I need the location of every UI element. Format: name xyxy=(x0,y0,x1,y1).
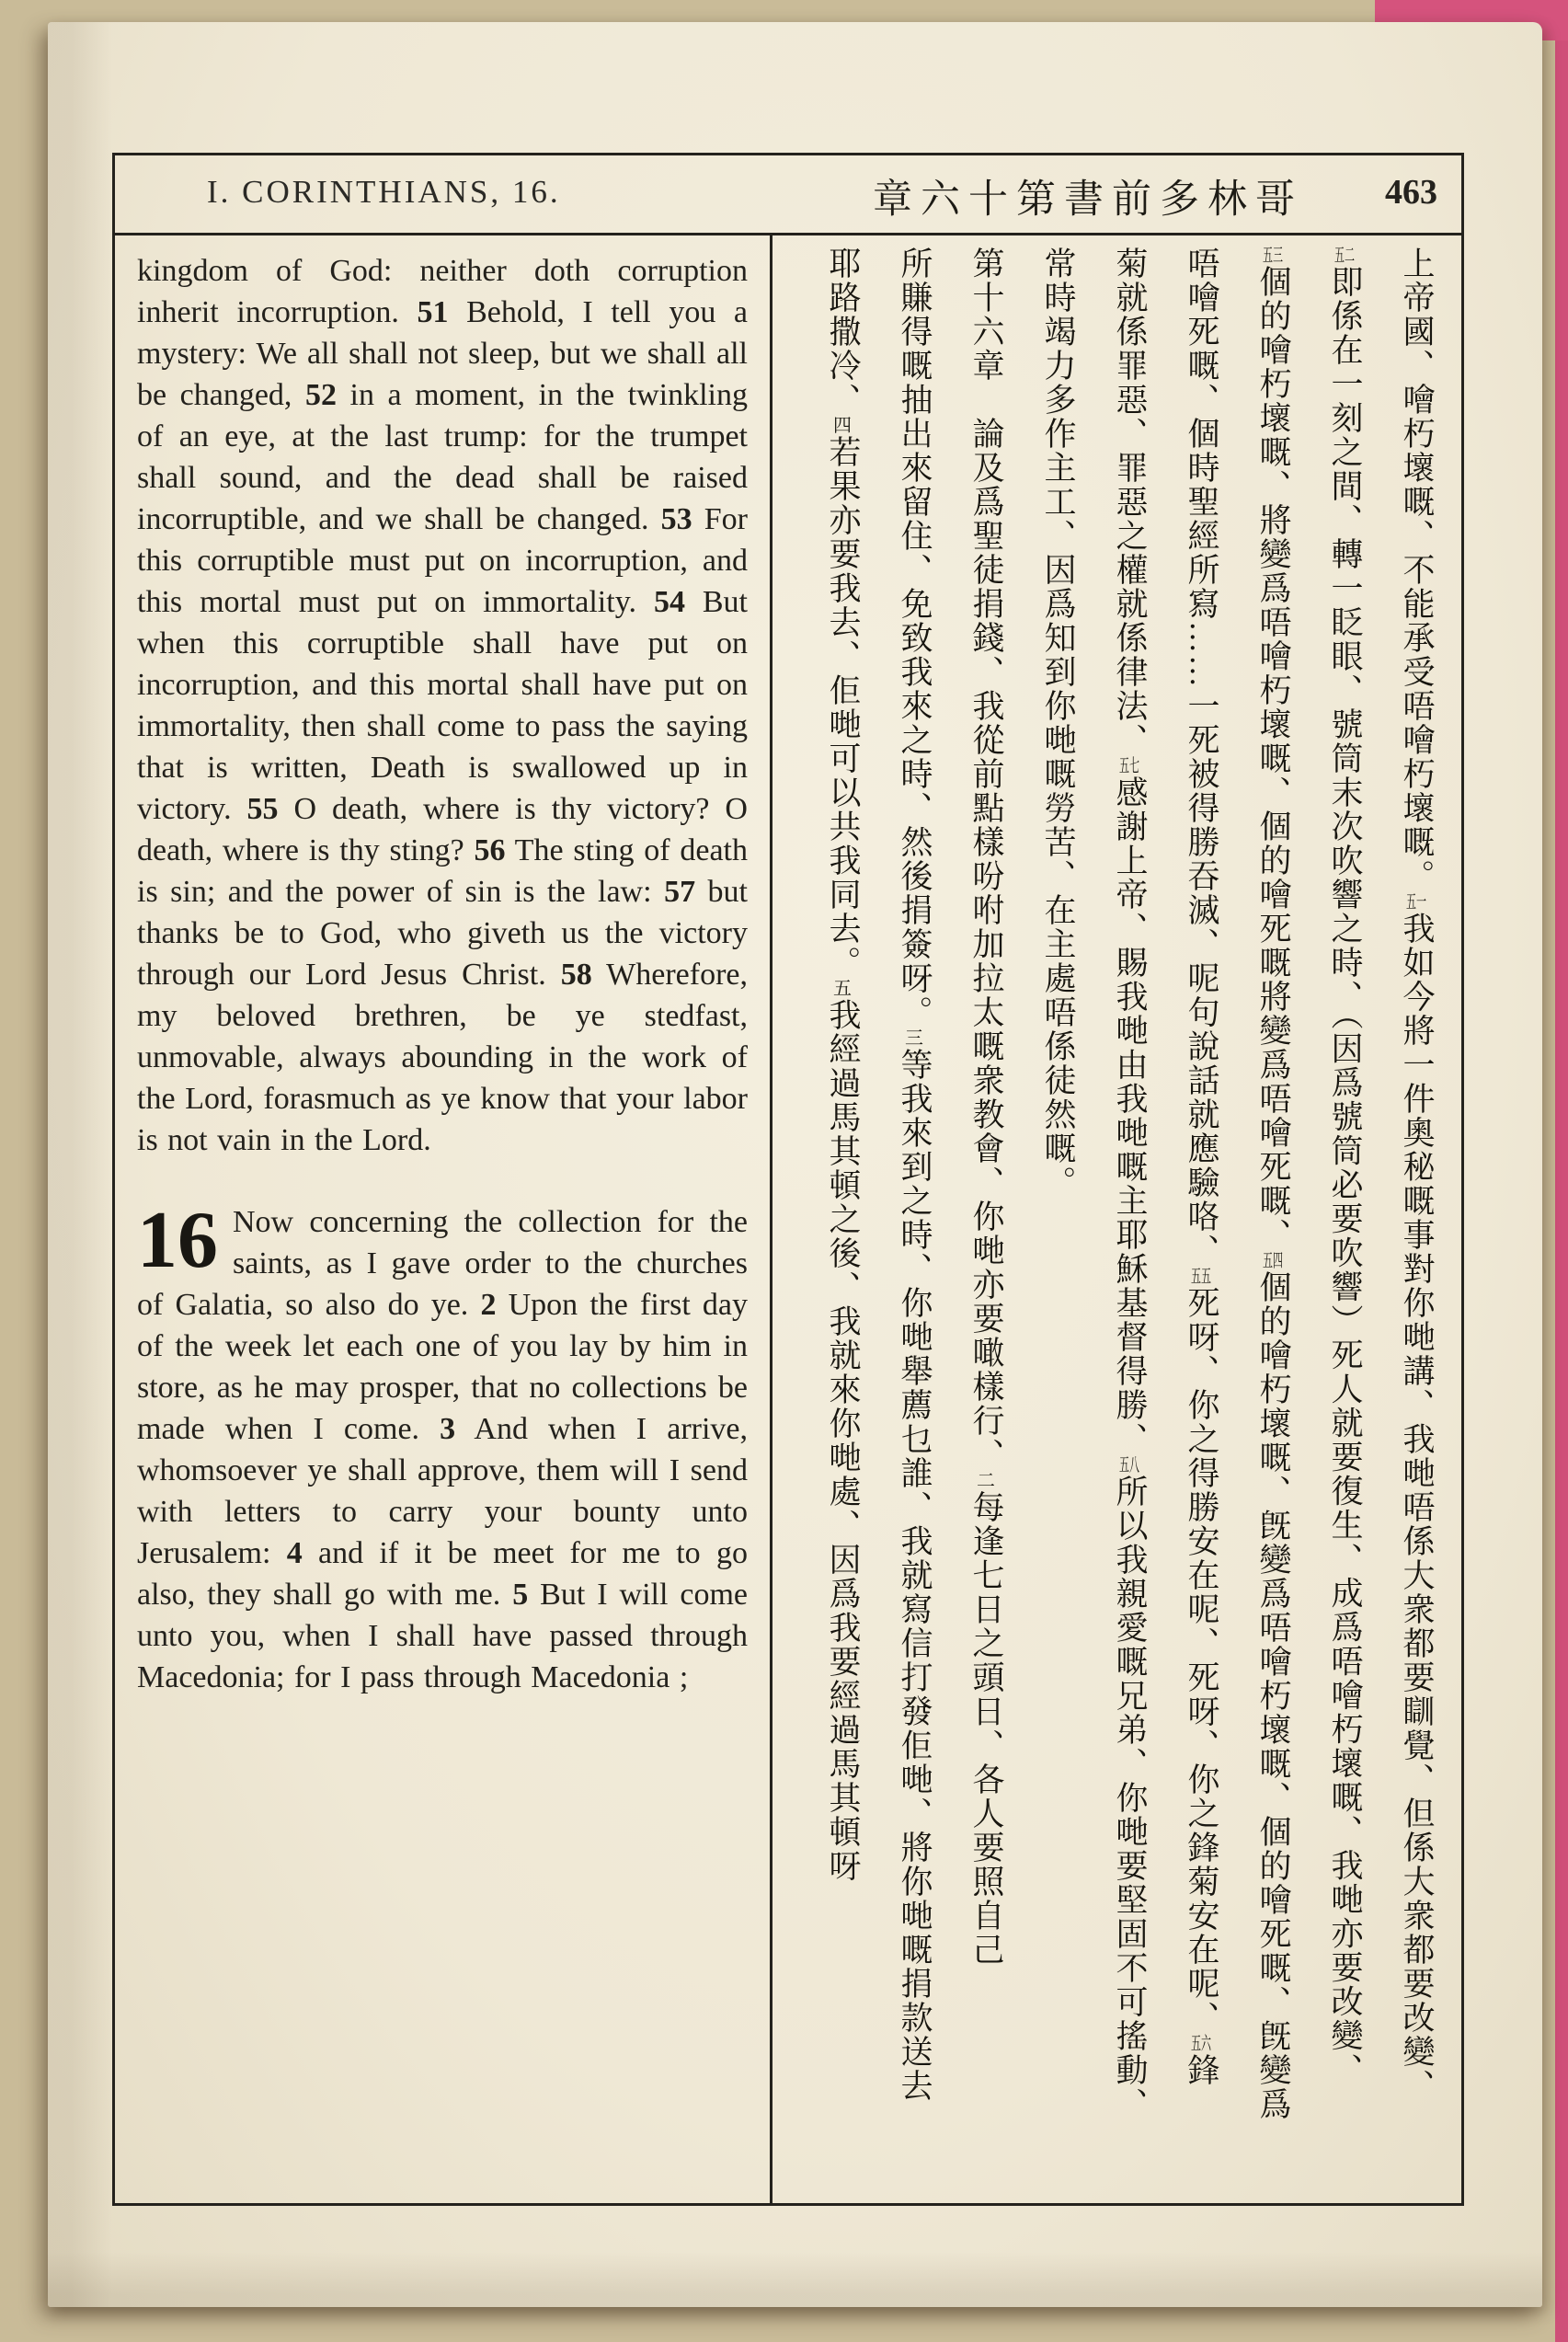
scanned-page xyxy=(48,22,1542,2307)
verse-number: 52 xyxy=(304,378,337,412)
text-segment: kingdom of God: neither doth corruption inherit incorruption. xyxy=(137,254,748,329)
verse-number: 54 xyxy=(653,585,685,619)
text-segment: 所以我親愛嘅兄弟、你哋要堅固不可搖動、 xyxy=(1112,1475,1148,2121)
verse-number-marker: 二 xyxy=(977,1472,995,1490)
text-segment: 唔噲死嘅、個時聖經所寫……一死被得勝吞滅、呢句說話就應驗咯、 xyxy=(1184,247,1219,1268)
text-segment: But when this corruptible shall have put on incorruption, and this mortal shall have put on immortality, then shall come to pass the saying that is written, Death is swallowed up in victory. xyxy=(137,585,749,826)
verse-number-marker: 五八 xyxy=(1119,1456,1139,1475)
verse-number: 58 xyxy=(560,958,592,992)
text-segment: The sting of death is sin; and the power of sin is the law: xyxy=(137,833,748,909)
verse-number: 3 xyxy=(440,1412,456,1446)
verse-number: 57 xyxy=(664,875,696,909)
text-segment: 鋒 xyxy=(1184,2053,1219,2087)
chinese-vertical-column-6 xyxy=(1022,247,1093,2192)
text-segment: 菊就係罪惡、罪惡之權就係律法、 xyxy=(1112,247,1148,757)
text-segment: 我經過馬其頓之後、我就來你哋處、因爲我要經過馬其頓呀 xyxy=(825,998,861,1883)
verse-number: 55 xyxy=(246,792,279,826)
verse-number-marker: 五五 xyxy=(1191,1268,1211,1286)
verse-number-marker: 五三 xyxy=(1263,247,1283,265)
text-segment: 若果亦要我去、佢哋可以共我同去。 xyxy=(825,435,861,980)
text-segment: and if it be meet for me to go also, they shall go with me. xyxy=(137,1536,748,1612)
verse-number-marker: 五六 xyxy=(1191,2035,1211,2053)
text-segment: 所賺得嘅抽出來留住、免致我來之時、然後捐簽呀。 xyxy=(897,247,933,1029)
text-segment: Upon the first day of the week let each one of you lay by him in store, as he may prosper, that no collections be made when I come. xyxy=(137,1288,749,1446)
text-segment: 個的噲朽壞嘅、將變爲唔噲朽壞嘅、個的噲死嘅將變爲唔噲死嘅、 xyxy=(1255,265,1291,1252)
chinese-vertical-column-8 xyxy=(878,247,950,2192)
text-segment: For this corruptible must put on incorruption, and this mortal must put on immortality. xyxy=(137,502,748,619)
verse-number: 53 xyxy=(660,502,692,536)
verse-number-marker: 五七 xyxy=(1119,757,1139,775)
text-segment: 個的噲朽壞嘅、旣變爲唔噲朽壞嘅、個的噲死嘅、旣變爲 xyxy=(1255,1270,1291,2121)
chinese-vertical-column-5 xyxy=(1093,247,1165,2192)
text-segment: 死呀、你之得勝安在呢、死呀、你之鋒菊安在呢、 xyxy=(1184,1286,1219,2035)
verse-number-marker: 五 xyxy=(833,980,852,998)
header-title-chinese: 章六十第書前多林哥 xyxy=(873,178,1303,222)
text-segment: 耶路撒冷、 xyxy=(825,247,861,417)
text-segment: 常時竭力多作主工、因爲知到你哋嘅勞苦、在主處唔係徒然嘅。 xyxy=(1040,247,1076,1200)
text-segment: 感謝上帝、賜我哋由我哋嘅主耶穌基督得勝、 xyxy=(1112,775,1148,1456)
text-segment: but thanks be to God, who giveth us the victory through our Lord Jesus Christ. xyxy=(137,875,748,992)
text-segment: 每逢七日之頭日、各人要照自己 xyxy=(968,1490,1004,1967)
text-segment: 等我來到之時、你哋舉薦乜誰、我就寫信打發佢哋、將你哋嘅捐款送去 xyxy=(897,1048,933,2103)
verse-number: 4 xyxy=(286,1536,303,1570)
text-segment: Behold, I tell you a mystery: We all shall not sleep, but we shall all be changed, xyxy=(137,295,749,412)
english-paragraph-ch15 xyxy=(137,250,748,1161)
text-segment: 即係在一刻之間、轉一眨眼、號筒末次吹響之時、（因爲號筒必要吹響）死人就要復生、成爲唔噲朽壞嘅、我哋亦要改變、 xyxy=(1327,265,1363,2087)
verse-number: 5 xyxy=(512,1578,529,1612)
chapter-number-drop-cap: 16 xyxy=(137,1196,218,1285)
page-number: 463 xyxy=(1385,173,1437,212)
chinese-text-column xyxy=(773,235,1461,2203)
chinese-vertical-column-1 xyxy=(1380,247,1452,2192)
chinese-vertical-column-4 xyxy=(1165,247,1237,2192)
page-body xyxy=(115,235,1461,2203)
text-segment: Now concerning the collection for the saints, as I gave order to the churches of Galatia, so also do ye. xyxy=(137,1205,748,1322)
running-header xyxy=(115,155,1461,235)
english-paragraph-ch16 xyxy=(137,1196,749,1698)
verse-number: 56 xyxy=(474,833,506,867)
print-border-frame xyxy=(112,153,1464,2206)
verse-number-marker: 五二 xyxy=(1334,247,1355,265)
text-segment: But I will come unto you, when I shall have passed through Macedonia; for I pass through Macedonia ; xyxy=(137,1578,748,1694)
chinese-vertical-column-7 xyxy=(950,247,1022,2192)
chinese-vertical-column-3 xyxy=(1237,247,1309,2192)
verse-number-marker: 三 xyxy=(905,1029,923,1048)
verse-number: 51 xyxy=(417,295,449,329)
book-cover-edge xyxy=(1555,0,1568,2342)
text-segment: And when I arrive, whomsoever ye shall approve, them will I send with letters to carry your bounty unto Jerusalem: xyxy=(137,1412,748,1570)
text-segment: in a moment, in the twinkling of an eye, at the last trump: for the trumpet shall sound, and the dead shall be raised incorruptible, and we shall be changed. xyxy=(137,378,748,536)
english-text-column xyxy=(137,250,748,1698)
chinese-vertical-column-2 xyxy=(1309,247,1380,2192)
verse-number-marker: 四 xyxy=(833,417,852,435)
text-segment: 上帝國、噲朽壞嘅、不能承受唔噲朽壞嘅。 xyxy=(1399,247,1435,893)
text-segment: O death, where is thy victory? O death, where is thy sting? xyxy=(137,792,748,867)
chinese-vertical-column-9 xyxy=(807,247,878,2192)
text-segment: Wherefore, my beloved brethren, be ye stedfast, unmovable, always abounding in the work of the Lord, forasmuch as ye know that your labor is not vain in the Lord. xyxy=(137,958,748,1157)
chapter-heading-cn: 第十六章 xyxy=(968,247,1004,417)
verse-number: 2 xyxy=(480,1288,497,1322)
text-segment: 論及爲聖徒捐錢、我從前點樣吩咐加拉太嘅衆教會、你哋亦要噉樣行、 xyxy=(968,417,1004,1472)
verse-number-marker: 五四 xyxy=(1263,1252,1283,1270)
header-title-english: I. CORINTHIANS, 16. xyxy=(207,174,561,210)
text-segment: 我如今將一件奧秘嘅事對你哋講、我哋唔係大衆都要瞓覺、但係大衆都要改變、 xyxy=(1399,912,1435,2103)
verse-number-marker: 五一 xyxy=(1406,893,1426,912)
